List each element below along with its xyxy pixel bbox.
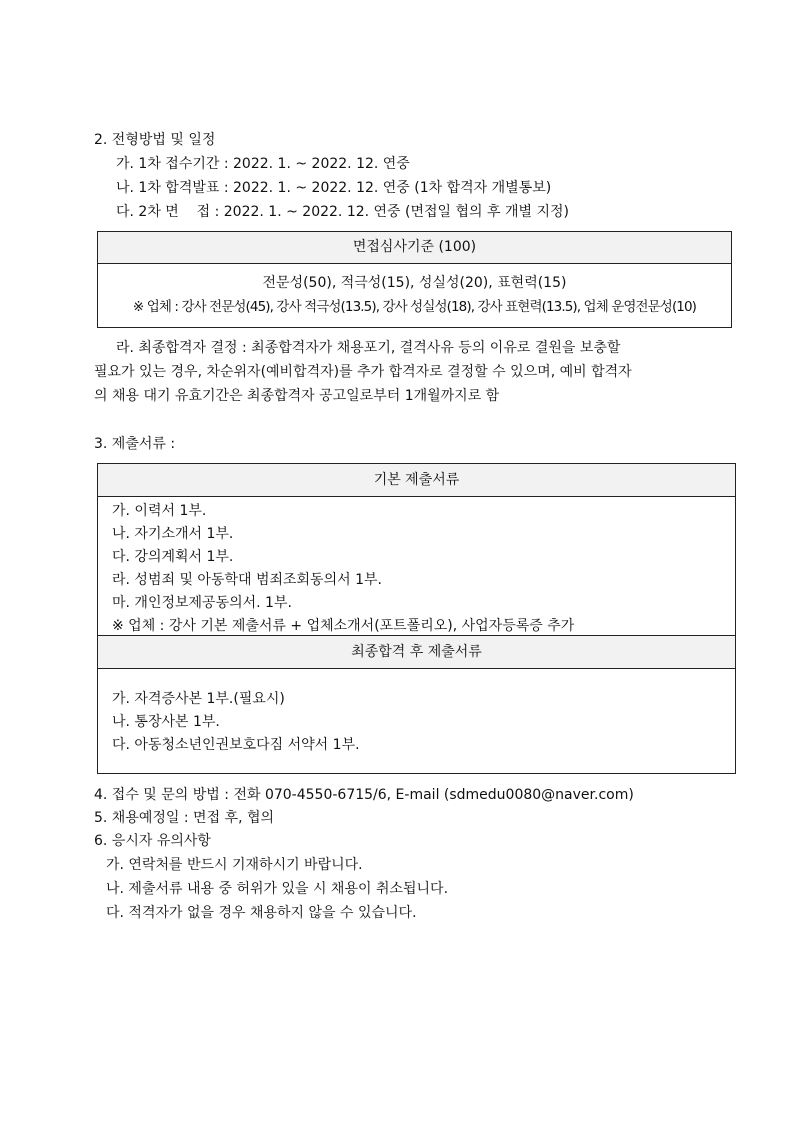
final-doc-2: 나. 통장사본 1부. <box>112 714 220 730</box>
contact-label: 4. 접수 및 문의 방법 : <box>94 787 234 803</box>
section-3-heading: 3. 제출서류 : <box>94 436 176 452</box>
schedule-item-3: 다. 2차 면 접 : 2022. 1. ~ 2022. 12. 연중 (면접일 협의 후 개별 지정) <box>116 204 569 220</box>
final-decision-line-3: 의 채용 대기 유효기간은 최종합격자 공고일로부터 1개월까지로 함 <box>94 388 500 404</box>
section-2-heading: 2. 전형방법 및 일정 <box>94 132 216 148</box>
basic-documents-header: 기본 제출서류 <box>98 464 735 497</box>
notice-item-3: 다. 적격자가 없을 경우 채용하지 않을 수 있습니다. <box>106 905 417 921</box>
section-4-contact <box>94 786 634 804</box>
criteria-line-1: 전문성(50), 적극성(15), 성실성(20), 표현력(15) <box>262 275 567 291</box>
final-documents-header: 최종합격 후 제출서류 <box>98 635 735 669</box>
basic-doc-1: 가. 이력서 1부. <box>112 503 207 519</box>
basic-doc-2: 나. 자기소개서 1부. <box>112 526 234 542</box>
schedule-item-1: 가. 1차 접수기간 : 2022. 1. ~ 2022. 12. 연중 <box>116 156 410 172</box>
criteria-line-2: ※ 업체 : 강사 전문성(45), 강사 적극성(13.5), 강사 성실성(18), 강사 표현력(13.5), 업체 운영전문성(10) <box>132 299 697 315</box>
schedule-item-2: 나. 1차 합격발표 : 2022. 1. ~ 2022. 12. 연중 (1차 합격자 개별통보) <box>116 180 552 196</box>
contact-value: 전화 070-4550-6715/6, E-mail (sdmedu0080@naver.com) <box>233 787 634 803</box>
section-6-heading: 6. 응시자 유의사항 <box>94 833 211 849</box>
criteria-header: 면접심사기준 (100) <box>98 232 731 264</box>
basic-doc-4: 라. 성범죄 및 아동학대 범죄조회동의서 1부. <box>112 572 382 588</box>
basic-doc-company-note: ※ 업체 : 강사 기본 제출서류 + 업체소개서(포트폴리오), 사업자등록증 추가 <box>112 618 575 634</box>
notice-item-1: 가. 연락처를 반드시 기재하시기 바랍니다. <box>106 857 363 873</box>
section-5-schedule: 5. 채용예정일 : 면접 후, 협의 <box>94 810 275 826</box>
notice-item-2: 나. 제출서류 내용 중 허위가 있을 시 채용이 취소됩니다. <box>106 881 449 897</box>
final-decision-line-1: 라. 최종합격자 결정 : 최종합격자가 채용포기, 결격사유 등의 이유로 결원을 보충할 <box>116 340 621 356</box>
final-doc-1: 가. 자격증사본 1부.(필요시) <box>112 691 285 707</box>
final-doc-3: 다. 아동청소년인권보호다짐 서약서 1부. <box>112 737 360 753</box>
documents-box <box>97 463 736 774</box>
final-decision-line-2: 필요가 있는 경우, 차순위자(예비합격자)를 추가 합격자로 결정할 수 있으며, 예비 합격자 <box>94 364 632 380</box>
basic-doc-3: 다. 강의계획서 1부. <box>112 549 234 565</box>
interview-criteria-box <box>97 231 732 328</box>
basic-doc-5: 마. 개인정보제공동의서. 1부. <box>112 595 292 611</box>
